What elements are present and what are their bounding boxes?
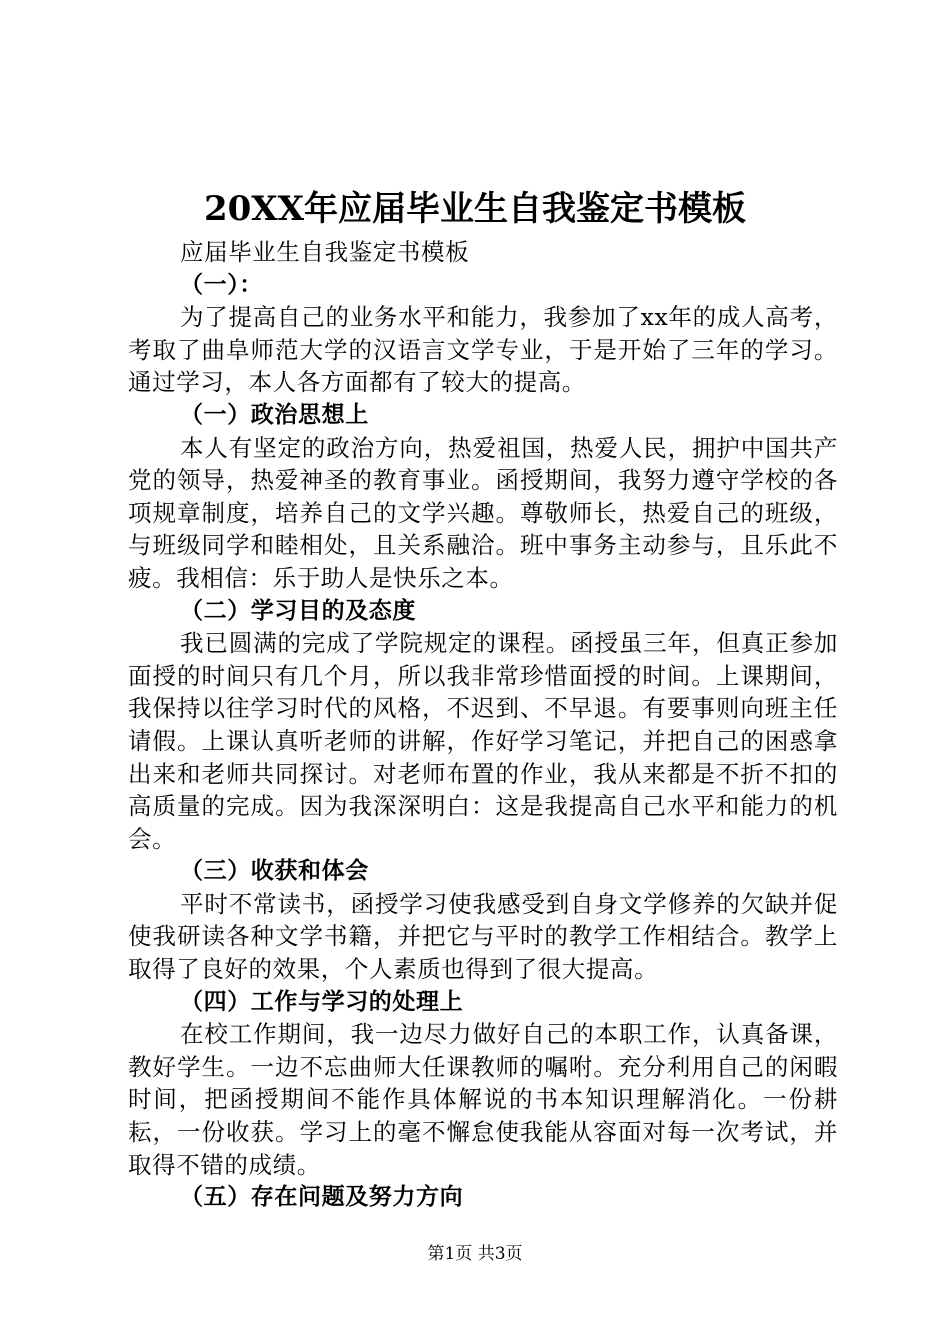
- section-heading-gains: （三）收获和体会: [180, 858, 369, 885]
- intro-paragraph: 为了提高自己的业务水平和能力，我参加了xx年的成人高考，考取了曲阜师范大学的汉语言文学专业，于是开始了三年的学习。通过学习，本人各方面都有了较大的提高。: [128, 303, 838, 397]
- section-text-politics: 本人有坚定的政治方向，热爱祖国，热爱人民，拥护中国共产党的领导，热爱神圣的教育事业。函授期间，我努力遵守学校的各项规章制度，培养自己的文学兴趣。尊敬师长，热爱自己的班级，与班级同学和睦相处，且关系融洽。班中事务主动参与，且乐此不疲。我相信：乐于助人是快乐之本。: [128, 433, 838, 592]
- section-heading-work-study: （四）工作与学习的处理上: [180, 988, 464, 1015]
- document-body: [128, 236, 838, 1214]
- document-subtitle: 应届毕业生自我鉴定书模板: [180, 238, 470, 266]
- section-heading-study-attitude: （二）学习目的及态度: [180, 597, 416, 624]
- part-label: （一）：: [180, 271, 263, 298]
- page-number-footer: 第1页 共3页: [427, 1244, 523, 1264]
- section-heading-politics: （一）政治思想上: [180, 401, 369, 428]
- section-text-study-attitude: 我已圆满的完成了学院规定的课程。函授虽三年，但真正参加面授的时间只有几个月，所以我非常珍惜面授的时间。上课期间，我保持以往学习时代的风格，不迟到、不早退。有要事则向班主任请假。上课认真听老师的讲解，作好学习笔记，并把自己的困惑拿出来和老师共同探讨。对老师布置的作业，我从来都是不折不扣的高质量的完成。因为我深深明白：这是我提高自己水平和能力的机会。: [128, 629, 838, 853]
- section-text-gains: 平时不常读书，函授学习使我感受到自身文学修养的欠缺并促使我研读各种文学书籍，并把它与平时的教学工作相结合。教学上取得了良好的效果，个人素质也得到了很大提高。: [128, 889, 838, 984]
- section-heading-problems: （五）存在问题及努力方向: [180, 1184, 464, 1211]
- document-title: 20XX年应届毕业生自我鉴定书模板: [203, 189, 747, 229]
- section-text-work-study: 在校工作期间，我一边尽力做好自己的本职工作，认真备课，教好学生。一边不忘曲师大任课教师的嘱咐。充分利用自己的闲暇时间，把函授期间不能作具体解说的书本知识理解消化。一份耕耘，一份收获。学习上的毫不懈怠使我能从容面对每一次考试，并取得不错的成绩。: [128, 1020, 838, 1179]
